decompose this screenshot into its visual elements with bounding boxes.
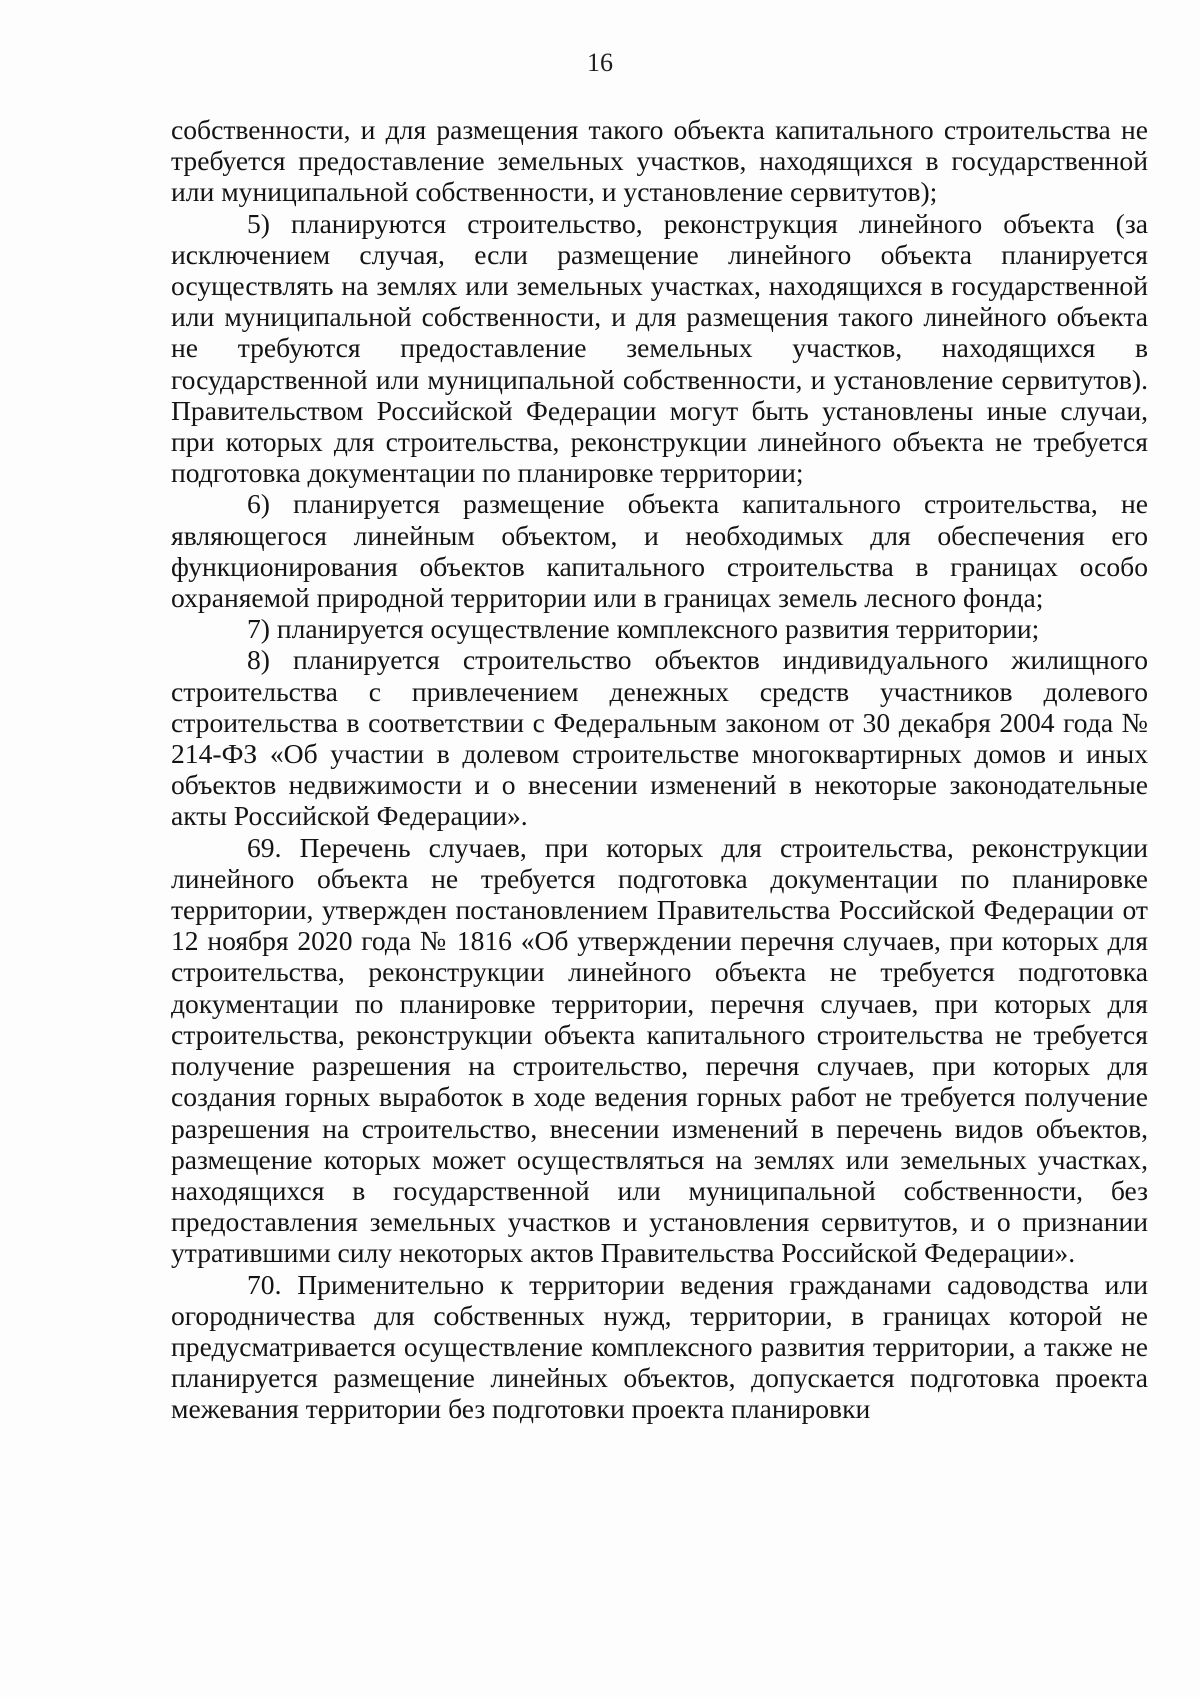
paragraph-continuation: собственности, и для размещения такого объекта капитального строительства не требуется предоставление земельных участков, находящихся в государственной или муниципальной собственности, и установление сервитутов); <box>171 114 1148 208</box>
page-number: 16 <box>587 48 613 77</box>
document-body <box>171 114 1148 1425</box>
paragraph-item-8: 8) планируется строительство объектов индивидуального жилищного строительства с привлечением денежных средств участников долевого строительства в соответствии с Федеральным законом от 30 декабря 2004 года № 214-ФЗ «Об участии в долевом строительстве многоквартирных домов и иных объектов недвижимости и о внесении изменений в некоторые законодательные акты Российской Федерации». <box>171 644 1148 832</box>
paragraph-item-5: 5) планируются строительство, реконструкция линейного объекта (за исключением случая, если размещение линейного объекта планируется осуществлять на землях или земельных участках, находящихся в государственной или муниципальной собственности, и для размещения такого линейного объекта не требуются предоставление земельных участков, находящихся в государственной или муниципальной собственности, и установление сервитутов). Правительством Российской Федерации могут быть установлены иные случаи, при которых для строительства, реконструкции линейного объекта не требуется подготовка документации по планировке территории; <box>171 207 1148 489</box>
paragraph-item-6: 6) планируется размещение объекта капитального строительства, не являющегося линейным объектом, и необходимых для обеспечения его функционирования объектов капитального строительства в границах особо охраняемой природной территории или в границах земель лесного фонда; <box>171 488 1148 614</box>
paragraph-item-7: 7) планируется осуществление комплексного развития территории; <box>247 613 1040 645</box>
paragraph-clause-69: 69. Перечень случаев, при которых для строительства, реконструкции линейного объекта не требуется подготовка документации по планировке территории, утвержден постановлением Правительства Российской Федерации от 12 ноября 2020 года № 1816 «Об утверждении перечня случаев, при которых для строительства, реконструкции линейного объекта не требуется подготовка документации по планировке территории, перечня случаев, при которых для строительства, реконструкции объекта капитального строительства не требуется получение разрешения на строительство, перечня случаев, при которых для создания горных выработок в ходе ведения горных работ не требуется получение разрешения на строительство, внесении изменений в перечень видов объектов, размещение которых может осуществляться на землях или земельных участках, находящихся в государственной или муниципальной собственности, без предоставления земельных участков и установления сервитутов, и о признании утратившими силу некоторых актов Правительства Российской Федерации». <box>171 831 1148 1269</box>
paragraph-clause-70: 70. Применительно к территории ведения гражданами садоводства или огородничества для собственных нужд, территории, в границах которой не предусматривается осуществление комплексного развития территории, а также не планируется размещение линейных объектов, допускается подготовка проекта межевания территории без подготовки проекта планировки <box>171 1268 1148 1425</box>
